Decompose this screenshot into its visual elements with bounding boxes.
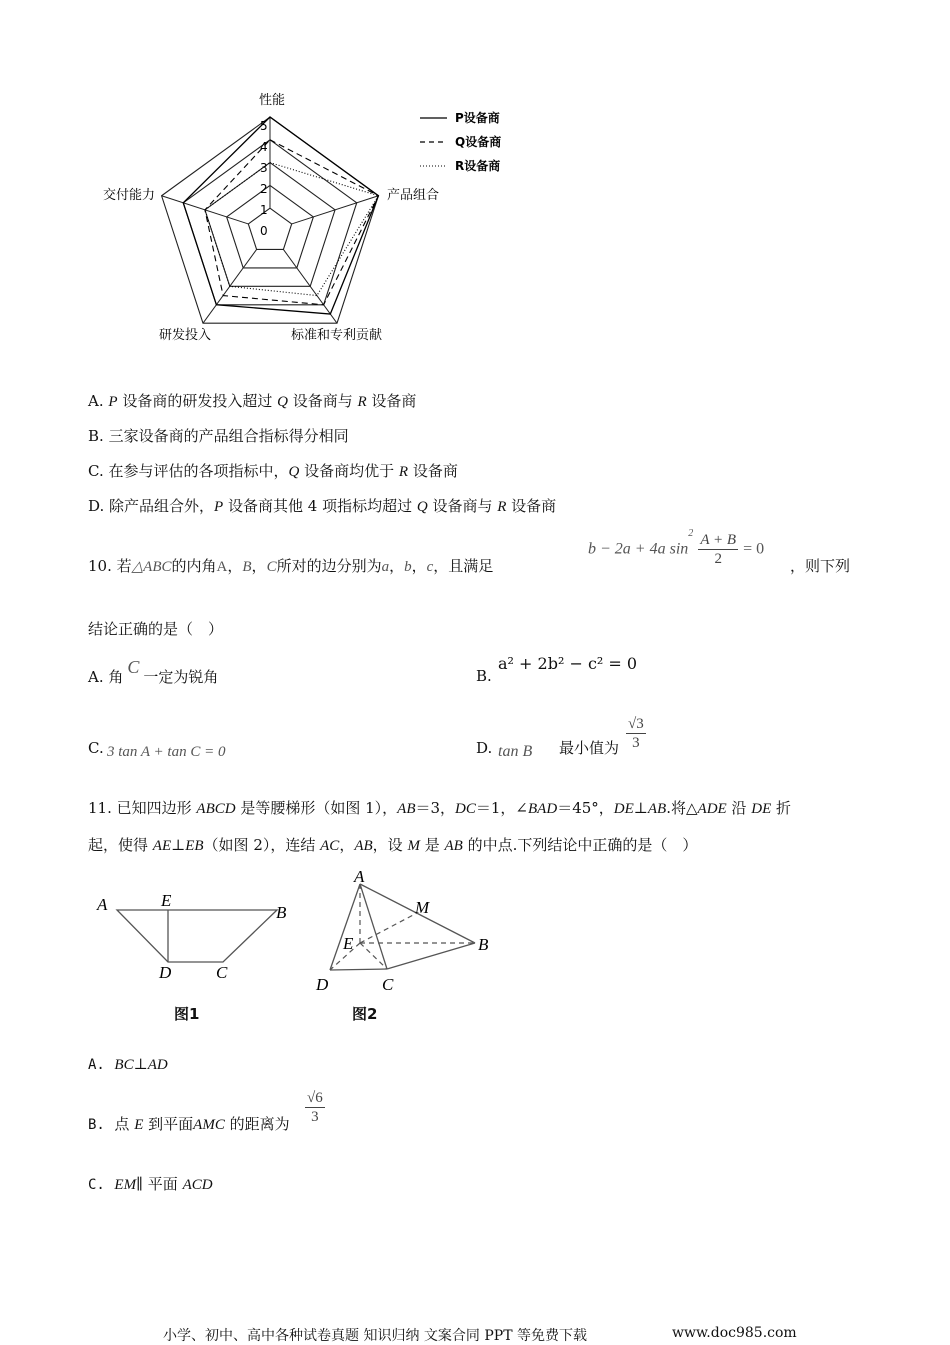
figure-2-caption: 图2 bbox=[352, 1005, 378, 1023]
q10-option-d-math: tan B bbox=[498, 743, 533, 760]
figure-2-pyramid bbox=[305, 866, 515, 996]
q11-stem-line1: 11. 已知四边形 ABCD 是等腰梯形（如图 1），AB＝3，DC＝1，∠BAD＝45°，DE⊥AB.将△ADE 沿 DE 折 bbox=[88, 799, 792, 817]
radar-axis-label: 交付能力 bbox=[103, 188, 156, 203]
q10-option-b-math: a² + 2b² − c² = 0 bbox=[498, 654, 638, 673]
radar-axis-label: 产品组合 bbox=[387, 188, 440, 203]
q9-option-a: A. P 设备商的研发投入超过 Q 设备商与 R 设备商 bbox=[88, 392, 417, 410]
q9-option-c: C. 在参与评估的各项指标中，Q 设备商均优于 R 设备商 bbox=[88, 462, 458, 480]
footer-url[interactable]: www.doc985.com bbox=[672, 1325, 797, 1341]
q10-option-c: C. bbox=[88, 739, 104, 757]
radar-chart bbox=[90, 85, 530, 350]
edge-CB bbox=[387, 943, 475, 969]
q10-option-a: A. 角 C 一定为锐角 bbox=[88, 657, 219, 686]
legend-r: R设备商 bbox=[455, 159, 501, 173]
label-B: B bbox=[478, 935, 489, 954]
legend-q: Q设备商 bbox=[455, 135, 502, 149]
radar-scale-label: 2 bbox=[260, 182, 268, 197]
q10-option-b: B. bbox=[476, 667, 492, 685]
label-M: M bbox=[415, 898, 430, 917]
q10-equation: b − 2a + 4a $\sin^2$ $\frac{A + B}{2}$ = 0 bbox=[588, 528, 765, 567]
label-D: D bbox=[159, 963, 172, 982]
trapezoid-outline bbox=[117, 910, 277, 962]
edge-DC bbox=[330, 969, 387, 970]
legend-p: P设备商 bbox=[455, 111, 500, 125]
radar-series-Q设备商 bbox=[205, 140, 378, 305]
radar-axis-label: 研发投入 bbox=[159, 328, 212, 343]
edge-EM bbox=[360, 913, 417, 943]
q10-stem-line2: 结论正确的是（ ） bbox=[88, 620, 224, 638]
radar-scale-label: 5 bbox=[260, 119, 268, 134]
q11-option-a: A. BC⊥AD bbox=[88, 1055, 168, 1073]
q10-option-d: D. bbox=[476, 739, 493, 757]
label-C: C bbox=[382, 975, 394, 994]
q10-option-d-frac: $\frac{√3}{3}$ bbox=[628, 716, 644, 751]
label-E: E bbox=[343, 934, 354, 953]
radar-scale-label: 3 bbox=[260, 161, 268, 176]
q11-option-c: C. EM∥ 平面 ACD bbox=[88, 1175, 213, 1193]
radar-grid-ring bbox=[248, 208, 291, 249]
radar-scale-label: 0 bbox=[260, 224, 268, 238]
q11-option-b: B. 点 E 到平面AMC 的距离为 bbox=[88, 1115, 290, 1133]
label-B: B bbox=[276, 903, 287, 922]
label-A: A bbox=[97, 895, 108, 914]
q11-stem-line2: 起，使得 AE⊥EB（如图 2），连结 AC，AB，设 M 是 AB 的中点.下列结论中正确的是（ ） bbox=[88, 836, 698, 854]
q11-option-b-frac: $\frac{√6}{3}$ bbox=[307, 1090, 323, 1125]
q10-stem-line1: 10. 若△ABC的内角A，B，C所对的边分别为a，b，c，且满足 bbox=[88, 557, 494, 575]
figure-1-trapezoid bbox=[90, 885, 300, 995]
q10-option-c-math: 3 tan A + tan C = 0 bbox=[107, 744, 226, 760]
figure-1-caption: 图1 bbox=[174, 1005, 200, 1023]
label-C: C bbox=[216, 963, 228, 982]
label-E: E bbox=[161, 891, 172, 910]
footer-text: 小学、初中、高中各种试卷真题 知识归纳 文案合同 PPT 等免费下载 bbox=[163, 1328, 587, 1344]
q10-stem-tail: ，则下列 bbox=[790, 557, 851, 575]
label-A: A bbox=[354, 867, 365, 886]
q9-option-b: B. 三家设备商的产品组合指标得分相同 bbox=[88, 427, 349, 445]
radar-scale-label: 1 bbox=[260, 203, 268, 218]
radar-axis-line bbox=[292, 196, 379, 224]
radar-legend bbox=[420, 110, 501, 173]
q10-option-d-text: 最小值为 bbox=[559, 739, 620, 757]
q9-option-d: D. 除产品组合外，P 设备商其他 4 项指标均超过 Q 设备商与 R 设备商 bbox=[88, 497, 557, 515]
radar-scale-label: 4 bbox=[260, 140, 268, 155]
radar-axis-label: 性能 bbox=[258, 93, 286, 108]
radar-axis-label: 标准和专利贡献 bbox=[291, 328, 383, 343]
label-D: D bbox=[316, 975, 329, 994]
